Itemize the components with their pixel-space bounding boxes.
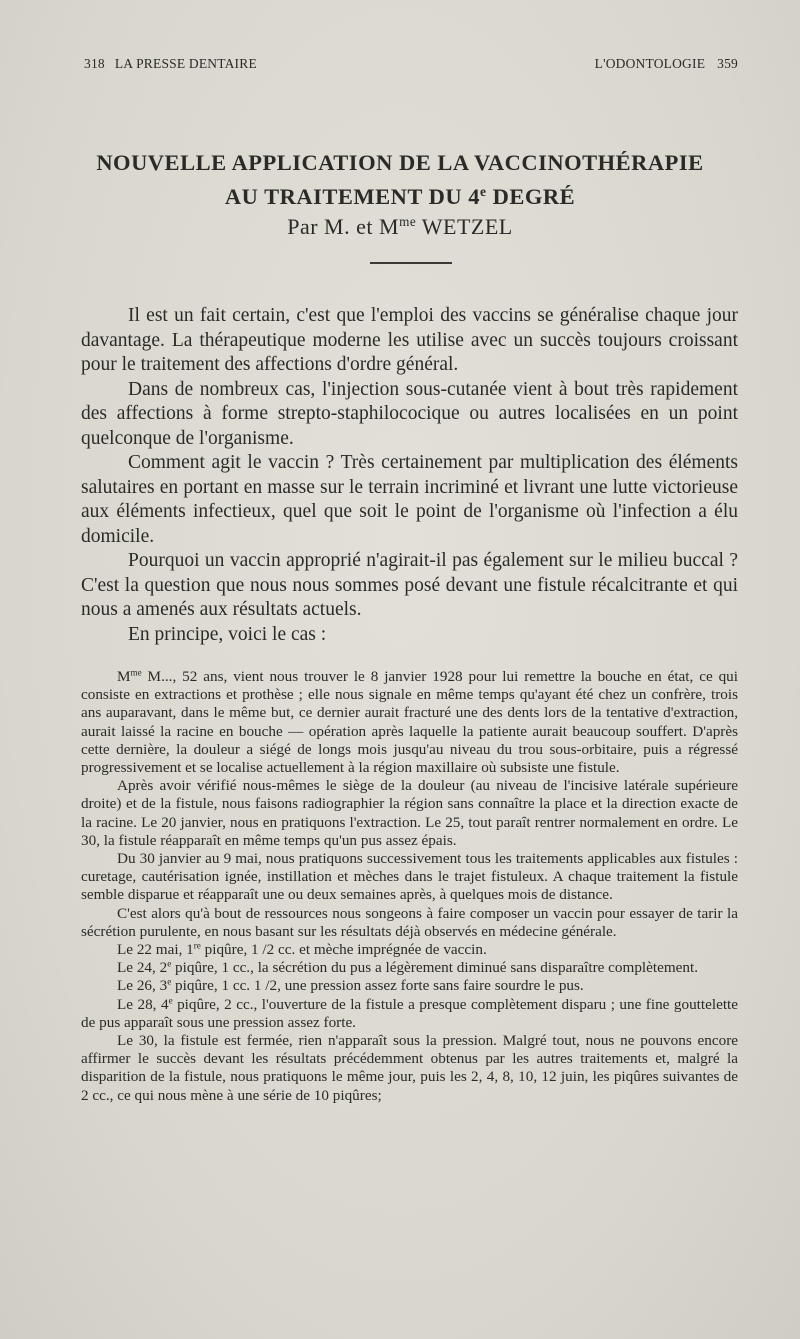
- author-name: WETZEL: [416, 214, 513, 239]
- injection-ordinal: e: [168, 995, 173, 1006]
- header-left: [84, 56, 257, 72]
- header-right: [595, 56, 738, 72]
- injection-ordinal: e: [167, 958, 172, 969]
- case-paragraph: Après avoir vérifié nous-mêmes le siège de la douleur (au niveau de l'incisive latérale supérieure droite) et de la fistule, nous faisons radiographier la région sans connaître la place et la direction exacte de la racine. Le 20 janvier, nous en pratiquons l'extraction. Le 25, tout paraît rentrer normalement en ordre. Le 30, la fistule réapparaît en même temps qu'un pus assez épais.: [81, 777, 738, 849]
- injection-ordinal: e: [167, 976, 172, 987]
- title-line-2-end: DEGRÉ: [486, 184, 576, 209]
- right-page-number: 359: [717, 56, 738, 71]
- injection-entry: [81, 977, 738, 995]
- right-journal-title: L'ODONTOLOGIE: [594, 56, 706, 71]
- injection-ordinal: re: [193, 940, 201, 951]
- injection-detail: piqûre, 1 cc., la sécrétion du pus a légèrement diminué sans disparaître complètement.: [171, 959, 698, 977]
- injection-entry: [81, 996, 738, 1032]
- injection-detail: piqûre, 1 cc. 1 /2, une pression assez forte sans faire sourdre le pus.: [171, 977, 584, 995]
- title-line-2: [40, 180, 760, 214]
- title-divider: [370, 262, 452, 264]
- title-line-1: NOUVELLE APPLICATION DE LA VACCINOTHÉRAPIE: [96, 150, 704, 175]
- left-page-number: 318: [84, 56, 105, 71]
- case-salutation: M: [117, 668, 131, 685]
- injection-date: Le 26, 3: [117, 977, 168, 995]
- case-report: [81, 668, 738, 1105]
- intro-paragraph: Il est un fait certain, c'est que l'emploi des vaccins se généralise chaque jour davantage. La thérapeutique moderne les utilise avec un succès toujours croissant pour le traitement des affections d'ordre général.: [81, 305, 738, 375]
- injection-detail: piqûre, 1 /2 cc. et mèche imprégnée de vaccin.: [200, 941, 487, 959]
- case-paragraph: C'est alors qu'à bout de ressources nous songeons à faire composer un vaccin pour essayer de tarir la sécrétion purulente, en nous basant sur les résultats déjà observés en médecine générale.: [81, 904, 738, 940]
- case-paragraph: [81, 668, 738, 777]
- injection-entry: [81, 941, 738, 959]
- injection-date: Le 22 mai, 1: [117, 941, 194, 959]
- intro-paragraph: Comment agit le vaccin ? Très certainement par multiplication des éléments salutaires en portant en masse sur le terrain incriminé et livrant une lutte victorieuse aux éléments infectieux, quel que soit le point de l'organisme où l'infection a élu domicile.: [81, 452, 738, 547]
- intro-paragraph: Pourquoi un vaccin approprié n'agirait-il pas également sur le milieu buccal ? C'est la question que nous nous sommes posé devant une fistule récalcitrante et qui nous a amenés aux résultats actuels.: [81, 550, 738, 620]
- title-line-2-text: AU TRAITEMENT DU 4: [224, 184, 480, 209]
- injection-detail: piqûre, 2 cc., l'ouverture de la fistule a presque complètement disparu ; une fine gouttelette de pus apparaît sous une pression assez forte.: [81, 995, 738, 1031]
- title-ordinal-sup: e: [479, 183, 487, 199]
- author-text: Par M. et M: [287, 214, 400, 239]
- injection-date: Le 24, 2: [117, 959, 168, 977]
- article-title: [40, 146, 760, 214]
- intro-text: [81, 304, 738, 647]
- case-paragraph: Du 30 janvier au 9 mai, nous pratiquons successivement tous les traitements applicables aux fistules : curetage, cautérisation ignée, instillation et mèches dans le trajet fistuleux. A chaque traitement la fistule semble disparue et réapparaît une ou deux semaines après, à quelques mois de distance.: [81, 850, 738, 904]
- running-header: [84, 56, 738, 76]
- left-journal-title: LA PRESSE DENTAIRE: [114, 56, 257, 71]
- article-author: [40, 214, 760, 240]
- case-salutation-sup: me: [130, 667, 142, 678]
- injection-entry: [81, 959, 738, 977]
- case-paragraph: Le 30, la fistule est fermée, rien n'apparaît sous la pression. Malgré tout, nous ne pouvons encore affirmer le succès devant les résultats précédemment obtenus par les autres traitements et, malgré la disparition de la fistule, nous pratiquons le même jour, puis les 2, 4, 8, 10, 12 juin, les piqûres suivantes de 2 cc., ce qui nous mène à une série de 10 piqûres;: [81, 1032, 738, 1104]
- case-first-text: M..., 52 ans, vient nous trouver le 8 janvier 1928 pour lui remettre la bouche en état, ce qui consiste en extractions et prothèse ; elle nous signale en même temps qu'ayant été chez un confrère, trois ans auparavant, dans le même but, ce dernier aurait fracturé une des dents lors de la tentative d'extraction, aurait laissé la racine en bouche — opération après laquelle la patiente aurait beaucoup souffert. D'après cette dernière, la douleur a siégé de longs mois jusqu'au niveau du trou sous-orbitaire, puis a régressé progressivement et se localise actuellement à la région maxillaire où subsiste une fistule.: [81, 668, 738, 777]
- intro-paragraph: En principe, voici le cas :: [128, 623, 327, 645]
- intro-paragraph: Dans de nombreux cas, l'injection sous-cutanée vient à bout très rapidement des affections à forme strepto-staphilococique ou autres localisées en un point quelconque de l'organisme.: [81, 378, 738, 449]
- injection-date: Le 28, 4: [117, 995, 169, 1013]
- author-sup: me: [399, 214, 417, 230]
